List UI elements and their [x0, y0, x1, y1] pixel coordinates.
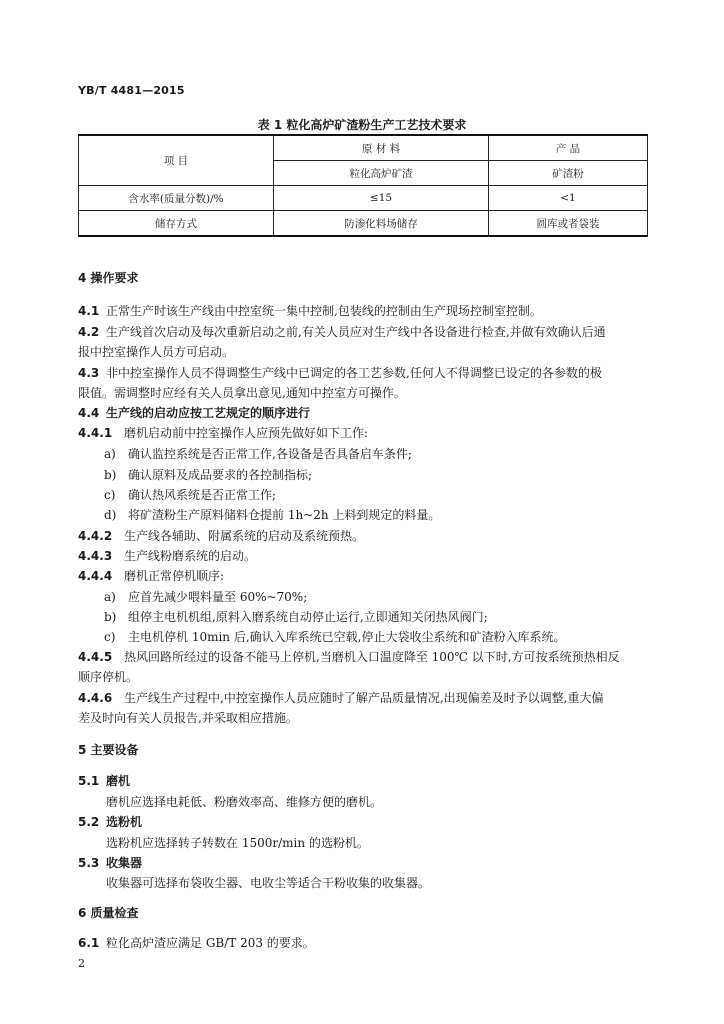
section-6-title: 6 质量检查	[78, 906, 139, 920]
list-text: 确认热风系统是否正常工作;	[128, 488, 277, 502]
para-4-1	[78, 304, 542, 318]
clause-heading: 选粉机	[106, 815, 143, 829]
clause-number: 4.4.1	[78, 426, 113, 440]
list-item	[104, 590, 307, 604]
table-cell: ≤15	[274, 186, 489, 211]
para-4-4-6-cont: 差及时向有关人员报告,并采取相应措施。	[78, 711, 298, 725]
para-5-3	[78, 856, 142, 870]
para-4-4-2	[78, 529, 364, 543]
clause-number: 4.4.3	[78, 549, 113, 563]
clause-text: 磨机启动前中控室操作人应预先做好如下工作:	[124, 426, 369, 440]
clause-number: 5.1	[78, 774, 100, 788]
raw-name-cell: 粒化高炉矿渣	[274, 161, 489, 186]
para-4-2-cont: 报中控室操作人员方可启动。	[78, 345, 235, 359]
para-4-4-4	[78, 569, 224, 583]
clause-text: 生产线粉磨系统的启动。	[124, 549, 257, 563]
para-4-3-cont: 限值。需调整时应经有关人员拿出意见,通知中控室方可操作。	[78, 386, 406, 400]
section-4-title: 4 操作要求	[78, 271, 139, 285]
para-6-1	[78, 936, 315, 950]
header-product: 产 品	[489, 135, 648, 161]
header-raw: 原 材 料	[274, 135, 489, 161]
list-item	[104, 610, 488, 624]
clause-text: 生产线首次启动及每次重新启动之前,有关人员应对生产线中各设备进行检查,并做有效确认后通	[106, 325, 606, 339]
para-5-1	[78, 774, 130, 788]
list-text: 组停主电机机组,原料入磨系统自动停止运行,立即通知关闭热风阀门;	[128, 610, 488, 624]
section-5-title: 5 主要设备	[78, 743, 139, 757]
clause-number: 4.1	[78, 304, 100, 318]
list-marker: c)	[104, 488, 116, 502]
list-marker: a)	[104, 590, 116, 604]
list-text: 应首先减少喂料量至 60%~70%;	[128, 590, 308, 604]
clause-number: 4.3	[78, 366, 100, 380]
para-4-2	[78, 325, 606, 339]
clause-heading: 收集器	[106, 856, 143, 870]
table-row-label: 含水率(质量分数)/%	[79, 186, 274, 211]
header-item: 项 目	[79, 135, 274, 186]
list-text: 主电机停机 10min 后,确认入库系统已空载,停止大袋收尘系统和矿渣粉入库系统。	[128, 630, 566, 644]
clause-text: 磨机正常停机顺序:	[124, 569, 225, 583]
table-cell: <1	[489, 186, 648, 211]
clause-heading: 磨机	[106, 774, 131, 788]
clause-text: 非中控室操作人员不得调整生产线中已调定的各工艺参数,任何人不得调整已设定的各参数的极	[106, 366, 602, 380]
clause-number: 4.4.6	[78, 691, 113, 705]
para-5-1-text: 磨机应选择电耗低、粉磨效率高、维修方便的磨机。	[106, 795, 383, 809]
page-number: 2	[78, 957, 85, 970]
clause-heading: 生产线的启动应按工艺规定的顺序进行	[106, 406, 311, 420]
list-item	[104, 468, 312, 482]
para-5-2-text: 选粉机应选择转子转数在 1500r/min 的选粉机。	[106, 836, 369, 850]
clause-text: 生产线生产过程中,中控室操作人员应随时了解产品质量情况,出现偏差及时予以调整,重大偏	[124, 691, 604, 705]
para-4-3	[78, 366, 602, 380]
list-marker: c)	[104, 630, 116, 644]
para-4-4	[78, 406, 310, 420]
list-text: 将矿渣粉生产原料储料仓提前 1h~2h 上料到规定的料量。	[128, 508, 441, 522]
table-cell: 圆库或者袋装	[489, 211, 648, 237]
list-text: 确认监控系统是否正常工作,各设备是否具备启车条件;	[128, 447, 412, 461]
para-4-4-6	[78, 691, 603, 705]
table-caption: 表 1 粒化高炉矿渣粉生产工艺技术要求	[257, 118, 467, 132]
para-4-4-5-cont: 顺序停机。	[78, 670, 139, 684]
table-cell: 防渗化料场储存	[274, 211, 489, 237]
standard-header: YB/T 4481—2015	[78, 84, 185, 97]
clause-text: 正常生产时该生产线由中控室统一集中控制,包装线的控制由生产现场控制室控制。	[106, 304, 542, 318]
para-4-4-5	[78, 650, 620, 664]
clause-number: 4.2	[78, 325, 100, 339]
table-row-label: 储存方式	[79, 211, 274, 237]
clause-text: 热风回路所经过的设备不能马上停机,当磨机入口温度降至 100℃ 以下时,方可按系统预热相反	[124, 650, 620, 664]
product-name-cell: 矿渣粉	[489, 161, 648, 186]
clause-number: 4.4	[78, 406, 100, 420]
list-marker: d)	[104, 508, 117, 522]
spec-table	[78, 134, 648, 237]
list-item	[104, 630, 565, 644]
clause-number: 5.3	[78, 856, 100, 870]
clause-number: 4.4.4	[78, 569, 113, 583]
list-item	[104, 508, 440, 522]
clause-number: 6.1	[78, 936, 100, 950]
clause-number: 4.4.2	[78, 529, 113, 543]
para-5-2	[78, 815, 142, 829]
para-5-3-text: 收集器可选择布袋收尘器、电收尘等适合干粉收集的收集器。	[106, 876, 431, 890]
list-item	[104, 447, 412, 461]
clause-text: 生产线各辅助、附属系统的启动及系统预热。	[124, 529, 365, 543]
para-4-4-1	[78, 426, 368, 440]
list-text: 确认原料及成品要求的各控制指标;	[128, 468, 313, 482]
para-4-4-3	[78, 549, 256, 563]
list-marker: a)	[104, 447, 116, 461]
clause-number: 4.4.5	[78, 650, 113, 664]
list-marker: b)	[104, 610, 117, 624]
clause-text: 粒化高炉渣应满足 GB/T 203 的要求。	[106, 936, 315, 950]
list-item	[104, 488, 276, 502]
list-marker: b)	[104, 468, 117, 482]
clause-number: 5.2	[78, 815, 100, 829]
